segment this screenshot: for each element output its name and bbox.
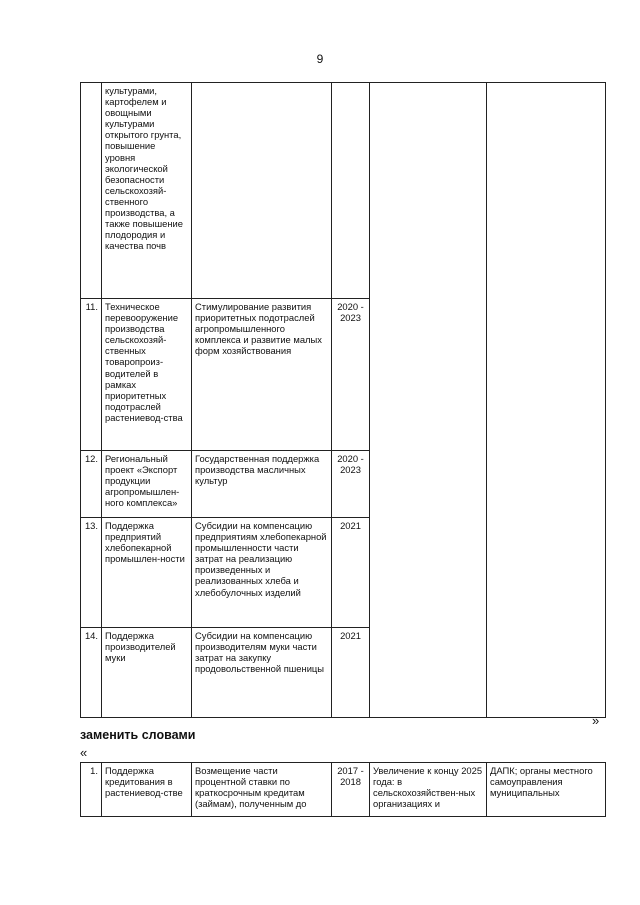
page-number: 9 [316,52,324,66]
measure-years: 2017 - 2018 [332,763,370,817]
measure-years [332,83,370,299]
measure-description: Государственная поддержка производства масличных культур [192,451,332,518]
measure-description [192,83,332,299]
measure-name: Региональный проект «Экспорт продукции агропромышлен-ного комплекса» [102,451,192,518]
executor: ДАПК; органы местного самоуправления муниципальных [487,763,606,817]
table-row [81,83,606,299]
replace-heading: заменить словами [80,728,196,742]
measure-name: культурами, картофелем и овощными культурами открытого грунта, повышение уровня экологической безопасности сельскохозяй-ственного производства, а также повышение плодородия и качества почв [102,83,192,299]
row-number: 12. [81,451,102,518]
row-number: 11. [81,299,102,451]
measures-table [80,82,606,718]
measure-description: Субсидии на компенсацию предприятиям хлебопекарной промышленности части затрат на реализацию произведенных и реализованных хлеба и хлебобулочных изделий [192,518,332,628]
executor-cell [487,83,606,718]
measure-name: Техническое перевооружение производства сельскохозяй-ственных товаропроиз-водителей в рамках приоритетных подотраслей растениевод-ства [102,299,192,451]
replacement-table [80,762,606,817]
measure-name: Поддержка производителей муки [102,628,192,718]
row-number: 14. [81,628,102,718]
measure-years: 2020 - 2023 [332,299,370,451]
expected-result: Увеличение к концу 2025 года: в сельскохозяйствен-ных организациях и [370,763,487,817]
measure-name: Поддержка предприятий хлебопекарной промышлен-ности [102,518,192,628]
measure-name: Поддержка кредитования в растениевод-стве [102,763,192,817]
row-number: 1. [81,763,102,817]
measure-description: Субсидии на компенсацию производителям муки части затрат на закупку продовольственной пшеницы [192,628,332,718]
measure-years: 2021 [332,628,370,718]
measure-description: Возмещение части процентной ставки по краткосрочным кредитам (займам), полученным до [192,763,332,817]
table-row [81,763,606,817]
measure-description: Стимулирование развития приоритетных подотраслей агропромышленного комплекса и развитие малых форм хозяйствования [192,299,332,451]
row-number: 13. [81,518,102,628]
closing-quote: » [592,713,600,728]
measure-years: 2021 [332,518,370,628]
measure-years: 2020 - 2023 [332,451,370,518]
result-cell [370,83,487,718]
opening-quote: « [80,745,88,760]
row-number [81,83,102,299]
